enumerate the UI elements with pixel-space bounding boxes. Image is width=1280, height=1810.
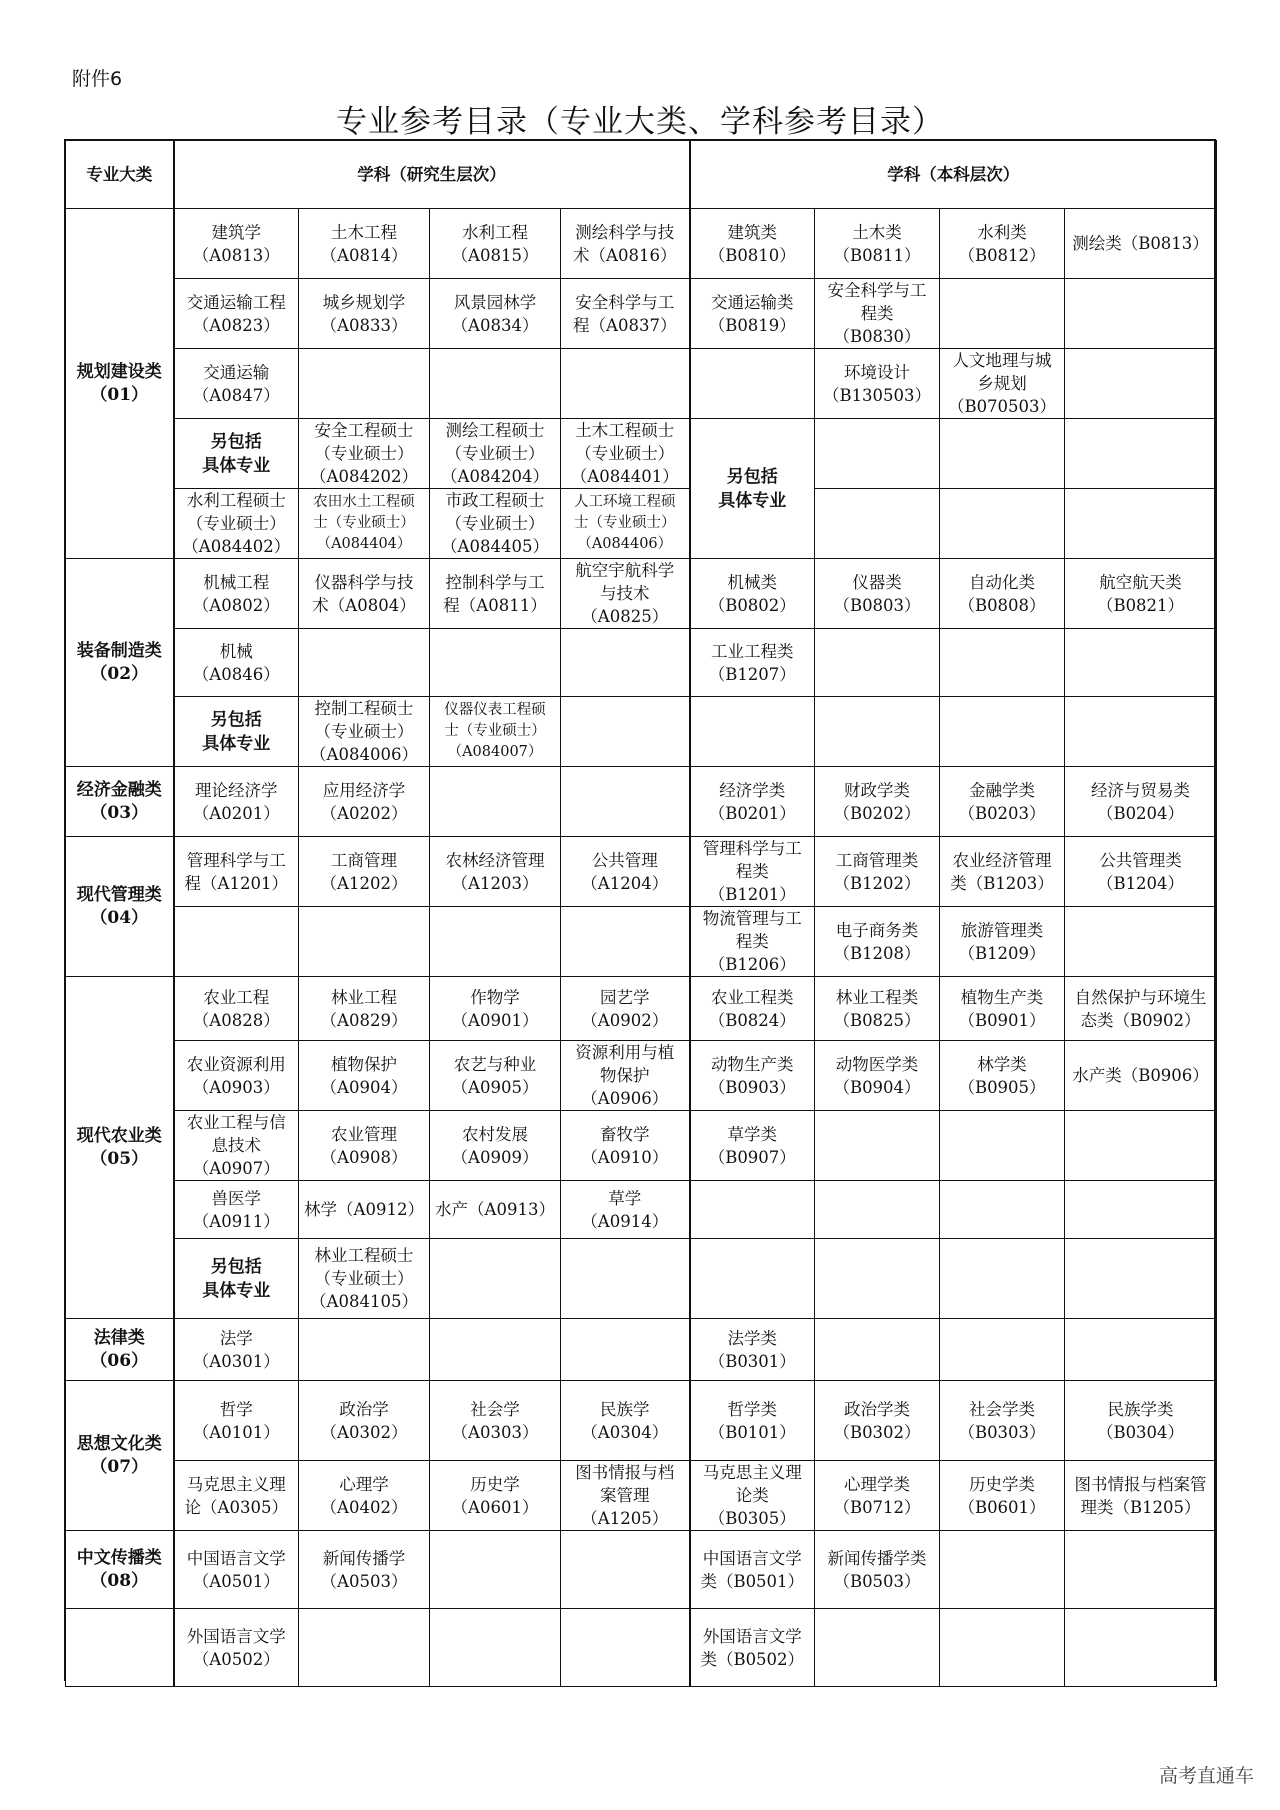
undergraduate-subject-cell: 法学类 （B0301） — [690, 1319, 815, 1381]
undergraduate-subject-cell: 农业经济管理 类（B1203） — [940, 837, 1065, 907]
undergraduate-subject-cell: 水产类（B0906） — [1065, 1041, 1217, 1111]
graduate-subject-cell: 林业工程 （A0829） — [299, 977, 430, 1041]
empty-cell — [815, 1181, 940, 1239]
graduate-subject-cell: 政治学 （A0302） — [299, 1381, 430, 1461]
table-row — [66, 1181, 1217, 1239]
empty-cell — [430, 907, 561, 977]
undergraduate-subject-cell: 工业工程类 （B1207） — [690, 629, 815, 697]
table-row — [66, 907, 1217, 977]
undergraduate-subject-cell: 交通运输类 （B0819） — [690, 279, 815, 349]
major-reference-table — [65, 140, 1217, 1687]
undergraduate-subject-cell: 物流管理与工 程类 （B1206） — [690, 907, 815, 977]
undergraduate-subject-cell: 机械类 （B0802） — [690, 559, 815, 629]
category-cell: 装备制造类 （02） — [66, 559, 174, 767]
empty-cell — [1065, 349, 1217, 419]
table-row — [66, 837, 1217, 907]
graduate-subject-cell: 交通运输工程 （A0823） — [174, 279, 299, 349]
graduate-subject-cell: 土木工程 （A0814） — [299, 209, 430, 279]
undergraduate-subject-cell: 社会学类 （B0303） — [940, 1381, 1065, 1461]
undergraduate-subject-cell: 农业工程类 （B0824） — [690, 977, 815, 1041]
undergraduate-subject-cell: 另包括 具体专业 — [690, 419, 815, 559]
empty-cell — [940, 1609, 1065, 1687]
graduate-subject-cell: 另包括 具体专业 — [174, 419, 299, 489]
empty-cell — [299, 907, 430, 977]
empty-cell — [815, 1111, 940, 1181]
graduate-subject-cell: 植物保护 （A0904） — [299, 1041, 430, 1111]
graduate-subject-cell: 作物学 （A0901） — [430, 977, 561, 1041]
empty-cell — [430, 629, 561, 697]
graduate-subject-cell: 水利工程 （A0815） — [430, 209, 561, 279]
undergraduate-subject-cell: 水利类 （B0812） — [940, 209, 1065, 279]
undergraduate-subject-cell: 马克思主义理 论类 （B0305） — [690, 1461, 815, 1531]
empty-cell — [815, 1239, 940, 1319]
empty-cell — [1065, 1609, 1217, 1687]
empty-cell — [815, 629, 940, 697]
graduate-subject-cell: 应用经济学 （A0202） — [299, 767, 430, 837]
undergraduate-subject-cell: 工商管理类 （B1202） — [815, 837, 940, 907]
undergraduate-subject-cell: 人文地理与城 乡规划 （B070503） — [940, 349, 1065, 419]
empty-cell — [66, 1609, 174, 1687]
empty-cell — [299, 629, 430, 697]
undergraduate-subject-cell: 自动化类 （B0808） — [940, 559, 1065, 629]
table-row — [66, 1461, 1217, 1531]
undergraduate-subject-cell: 建筑类 （B0810） — [690, 209, 815, 279]
empty-cell — [690, 1181, 815, 1239]
undergraduate-subject-cell: 旅游管理类 （B1209） — [940, 907, 1065, 977]
empty-cell — [1065, 907, 1217, 977]
graduate-subject-cell: 图书情报与档 案管理 （A1205） — [561, 1461, 690, 1531]
empty-cell — [561, 1609, 690, 1687]
undergraduate-subject-cell: 航空航天类 （B0821） — [1065, 559, 1217, 629]
column-header-graduate: 学科（研究生层次） — [174, 141, 690, 209]
undergraduate-subject-cell: 仪器类 （B0803） — [815, 559, 940, 629]
graduate-subject-cell: 机械工程 （A0802） — [174, 559, 299, 629]
undergraduate-subject-cell: 动物医学类 （B0904） — [815, 1041, 940, 1111]
undergraduate-subject-cell: 财政学类 （B0202） — [815, 767, 940, 837]
category-cell: 法律类 （06） — [66, 1319, 174, 1381]
undergraduate-subject-cell: 外国语言文学 类（B0502） — [690, 1609, 815, 1687]
table-row — [66, 767, 1217, 837]
undergraduate-subject-cell: 哲学类 （B0101） — [690, 1381, 815, 1461]
empty-cell — [940, 1239, 1065, 1319]
undergraduate-subject-cell: 管理科学与工 程类 （B1201） — [690, 837, 815, 907]
empty-cell — [690, 697, 815, 767]
empty-cell — [940, 1111, 1065, 1181]
empty-cell — [940, 419, 1065, 489]
graduate-subject-cell: 管理科学与工 程（A1201） — [174, 837, 299, 907]
empty-cell — [561, 1319, 690, 1381]
empty-cell — [561, 629, 690, 697]
undergraduate-subject-cell: 公共管理类 （B1204） — [1065, 837, 1217, 907]
empty-cell — [1065, 1239, 1217, 1319]
empty-cell — [1065, 629, 1217, 697]
empty-cell — [815, 489, 940, 559]
empty-cell — [690, 1239, 815, 1319]
undergraduate-subject-cell: 林学类 （B0905） — [940, 1041, 1065, 1111]
graduate-subject-cell: 农艺与种业 （A0905） — [430, 1041, 561, 1111]
table-row — [66, 977, 1217, 1041]
undergraduate-subject-cell: 政治学类 （B0302） — [815, 1381, 940, 1461]
graduate-subject-cell: 土木工程硕士 （专业硕士） （A084401） — [561, 419, 690, 489]
undergraduate-subject-cell: 草学类 （B0907） — [690, 1111, 815, 1181]
table-row — [66, 209, 1217, 279]
graduate-subject-cell: 新闻传播学 （A0503） — [299, 1531, 430, 1609]
undergraduate-subject-cell: 动物生产类 （B0903） — [690, 1041, 815, 1111]
empty-cell — [430, 767, 561, 837]
graduate-subject-cell: 控制科学与工 程（A0811） — [430, 559, 561, 629]
column-header-category: 专业大类 — [66, 141, 174, 209]
graduate-subject-cell: 人工环境工程硕 士（专业硕士） （A084406） — [561, 489, 690, 559]
empty-cell — [690, 349, 815, 419]
graduate-subject-cell: 中国语言文学 （A0501） — [174, 1531, 299, 1609]
empty-cell — [561, 767, 690, 837]
category-cell: 规划建设类 （01） — [66, 209, 174, 559]
undergraduate-subject-cell: 图书情报与档案管 理类（B1205） — [1065, 1461, 1217, 1531]
category-cell: 现代农业类 （05） — [66, 977, 174, 1319]
graduate-subject-cell: 农业工程 （A0828） — [174, 977, 299, 1041]
graduate-subject-cell: 园艺学 （A0902） — [561, 977, 690, 1041]
graduate-subject-cell: 社会学 （A0303） — [430, 1381, 561, 1461]
empty-cell — [430, 1609, 561, 1687]
empty-cell — [430, 1531, 561, 1609]
empty-cell — [815, 1609, 940, 1687]
graduate-subject-cell: 城乡规划学 （A0833） — [299, 279, 430, 349]
undergraduate-subject-cell: 经济学类 （B0201） — [690, 767, 815, 837]
table-row — [66, 1319, 1217, 1381]
graduate-subject-cell: 农田水土工程硕 士（专业硕士） （A084404） — [299, 489, 430, 559]
empty-cell — [299, 349, 430, 419]
undergraduate-subject-cell: 测绘类（B0813） — [1065, 209, 1217, 279]
table-row — [66, 1531, 1217, 1609]
graduate-subject-cell: 机械 （A0846） — [174, 629, 299, 697]
graduate-subject-cell: 另包括 具体专业 — [174, 697, 299, 767]
empty-cell — [940, 1319, 1065, 1381]
undergraduate-subject-cell: 民族学类 （B0304） — [1065, 1381, 1217, 1461]
graduate-subject-cell: 仪器科学与技 术（A0804） — [299, 559, 430, 629]
empty-cell — [940, 489, 1065, 559]
empty-cell — [430, 1319, 561, 1381]
undergraduate-subject-cell: 新闻传播学类 （B0503） — [815, 1531, 940, 1609]
graduate-subject-cell: 林业工程硕士 （专业硕士） （A084105） — [299, 1239, 430, 1319]
graduate-subject-cell: 农业资源利用 （A0903） — [174, 1041, 299, 1111]
empty-cell — [815, 697, 940, 767]
undergraduate-subject-cell: 土木类 （B0811） — [815, 209, 940, 279]
graduate-subject-cell: 农林经济管理 （A1203） — [430, 837, 561, 907]
category-cell: 思想文化类 （07） — [66, 1381, 174, 1531]
empty-cell — [430, 349, 561, 419]
graduate-subject-cell: 建筑学 （A0813） — [174, 209, 299, 279]
empty-cell — [940, 629, 1065, 697]
empty-cell — [561, 1531, 690, 1609]
graduate-subject-cell: 测绘科学与技 术（A0816） — [561, 209, 690, 279]
graduate-subject-cell: 农业工程与信 息技术 （A0907） — [174, 1111, 299, 1181]
undergraduate-subject-cell: 历史学类 （B0601） — [940, 1461, 1065, 1531]
empty-cell — [1065, 1531, 1217, 1609]
empty-cell — [815, 419, 940, 489]
graduate-subject-cell: 农村发展 （A0909） — [430, 1111, 561, 1181]
empty-cell — [561, 697, 690, 767]
category-cell: 现代管理类 （04） — [66, 837, 174, 977]
table-row — [66, 1111, 1217, 1181]
graduate-subject-cell: 交通运输 （A0847） — [174, 349, 299, 419]
graduate-subject-cell: 航空宇航科学 与技术 （A0825） — [561, 559, 690, 629]
empty-cell — [1065, 279, 1217, 349]
watermark: 高考直通车 — [1158, 1765, 1254, 1787]
graduate-subject-cell: 资源利用与植 物保护 （A0906） — [561, 1041, 690, 1111]
graduate-subject-cell: 哲学 （A0101） — [174, 1381, 299, 1461]
empty-cell — [174, 907, 299, 977]
table-row — [66, 489, 1217, 559]
table-row — [66, 1041, 1217, 1111]
table-row — [66, 1609, 1217, 1687]
undergraduate-subject-cell: 植物生产类 （B0901） — [940, 977, 1065, 1041]
empty-cell — [940, 697, 1065, 767]
attachment-label: 附件6 — [72, 68, 123, 90]
table-header-row — [66, 141, 1217, 209]
graduate-subject-cell: 安全工程硕士 （专业硕士） （A084202） — [299, 419, 430, 489]
table-row — [66, 1239, 1217, 1319]
graduate-subject-cell: 安全科学与工 程（A0837） — [561, 279, 690, 349]
page-title: 专业参考目录（专业大类、学科参考目录） — [336, 104, 944, 140]
empty-cell — [1065, 489, 1217, 559]
undergraduate-subject-cell: 自然保护与环境生 态类（B0902） — [1065, 977, 1217, 1041]
undergraduate-subject-cell: 中国语言文学 类（B0501） — [690, 1531, 815, 1609]
graduate-subject-cell: 畜牧学 （A0910） — [561, 1111, 690, 1181]
graduate-subject-cell: 心理学 （A0402） — [299, 1461, 430, 1531]
empty-cell — [940, 1181, 1065, 1239]
graduate-subject-cell: 历史学 （A0601） — [430, 1461, 561, 1531]
table-row — [66, 349, 1217, 419]
empty-cell — [561, 907, 690, 977]
empty-cell — [940, 279, 1065, 349]
table-row — [66, 629, 1217, 697]
table-row — [66, 559, 1217, 629]
graduate-subject-cell: 法学 （A0301） — [174, 1319, 299, 1381]
empty-cell — [299, 1609, 430, 1687]
empty-cell — [299, 1319, 430, 1381]
graduate-subject-cell: 仪器仪表工程硕 士（专业硕士） （A084007） — [430, 697, 561, 767]
graduate-subject-cell: 林学（A0912） — [299, 1181, 430, 1239]
empty-cell — [1065, 1181, 1217, 1239]
undergraduate-subject-cell: 环境设计 （B130503） — [815, 349, 940, 419]
empty-cell — [1065, 1111, 1217, 1181]
graduate-subject-cell: 风景园林学 （A0834） — [430, 279, 561, 349]
undergraduate-subject-cell: 金融学类 （B0203） — [940, 767, 1065, 837]
graduate-subject-cell: 公共管理 （A1204） — [561, 837, 690, 907]
table-row — [66, 419, 1217, 489]
empty-cell — [1065, 419, 1217, 489]
column-header-undergraduate: 学科（本科层次） — [690, 141, 1217, 209]
graduate-subject-cell: 马克思主义理 论（A0305） — [174, 1461, 299, 1531]
graduate-subject-cell: 工商管理 （A1202） — [299, 837, 430, 907]
graduate-subject-cell: 理论经济学 （A0201） — [174, 767, 299, 837]
graduate-subject-cell: 兽医学 （A0911） — [174, 1181, 299, 1239]
empty-cell — [815, 1319, 940, 1381]
table-row — [66, 697, 1217, 767]
graduate-subject-cell: 外国语言文学 （A0502） — [174, 1609, 299, 1687]
graduate-subject-cell: 农业管理 （A0908） — [299, 1111, 430, 1181]
category-cell: 经济金融类 （03） — [66, 767, 174, 837]
undergraduate-subject-cell: 安全科学与工 程类 （B0830） — [815, 279, 940, 349]
empty-cell — [1065, 697, 1217, 767]
graduate-subject-cell: 另包括 具体专业 — [174, 1239, 299, 1319]
undergraduate-subject-cell: 经济与贸易类 （B0204） — [1065, 767, 1217, 837]
empty-cell — [1065, 1319, 1217, 1381]
table-row — [66, 1381, 1217, 1461]
empty-cell — [940, 1531, 1065, 1609]
graduate-subject-cell: 测绘工程硕士 （专业硕士） （A084204） — [430, 419, 561, 489]
graduate-subject-cell: 水利工程硕士 （专业硕士） （A084402） — [174, 489, 299, 559]
graduate-subject-cell: 水产（A0913） — [430, 1181, 561, 1239]
table-row — [66, 279, 1217, 349]
undergraduate-subject-cell: 电子商务类 （B1208） — [815, 907, 940, 977]
empty-cell — [561, 349, 690, 419]
graduate-subject-cell: 市政工程硕士 （专业硕士） （A084405） — [430, 489, 561, 559]
undergraduate-subject-cell: 林业工程类 （B0825） — [815, 977, 940, 1041]
empty-cell — [561, 1239, 690, 1319]
graduate-subject-cell: 控制工程硕士 （专业硕士） （A084006） — [299, 697, 430, 767]
graduate-subject-cell: 草学 （A0914） — [561, 1181, 690, 1239]
graduate-subject-cell: 民族学 （A0304） — [561, 1381, 690, 1461]
category-cell: 中文传播类 （08） — [66, 1531, 174, 1609]
undergraduate-subject-cell: 心理学类 （B0712） — [815, 1461, 940, 1531]
empty-cell — [430, 1239, 561, 1319]
